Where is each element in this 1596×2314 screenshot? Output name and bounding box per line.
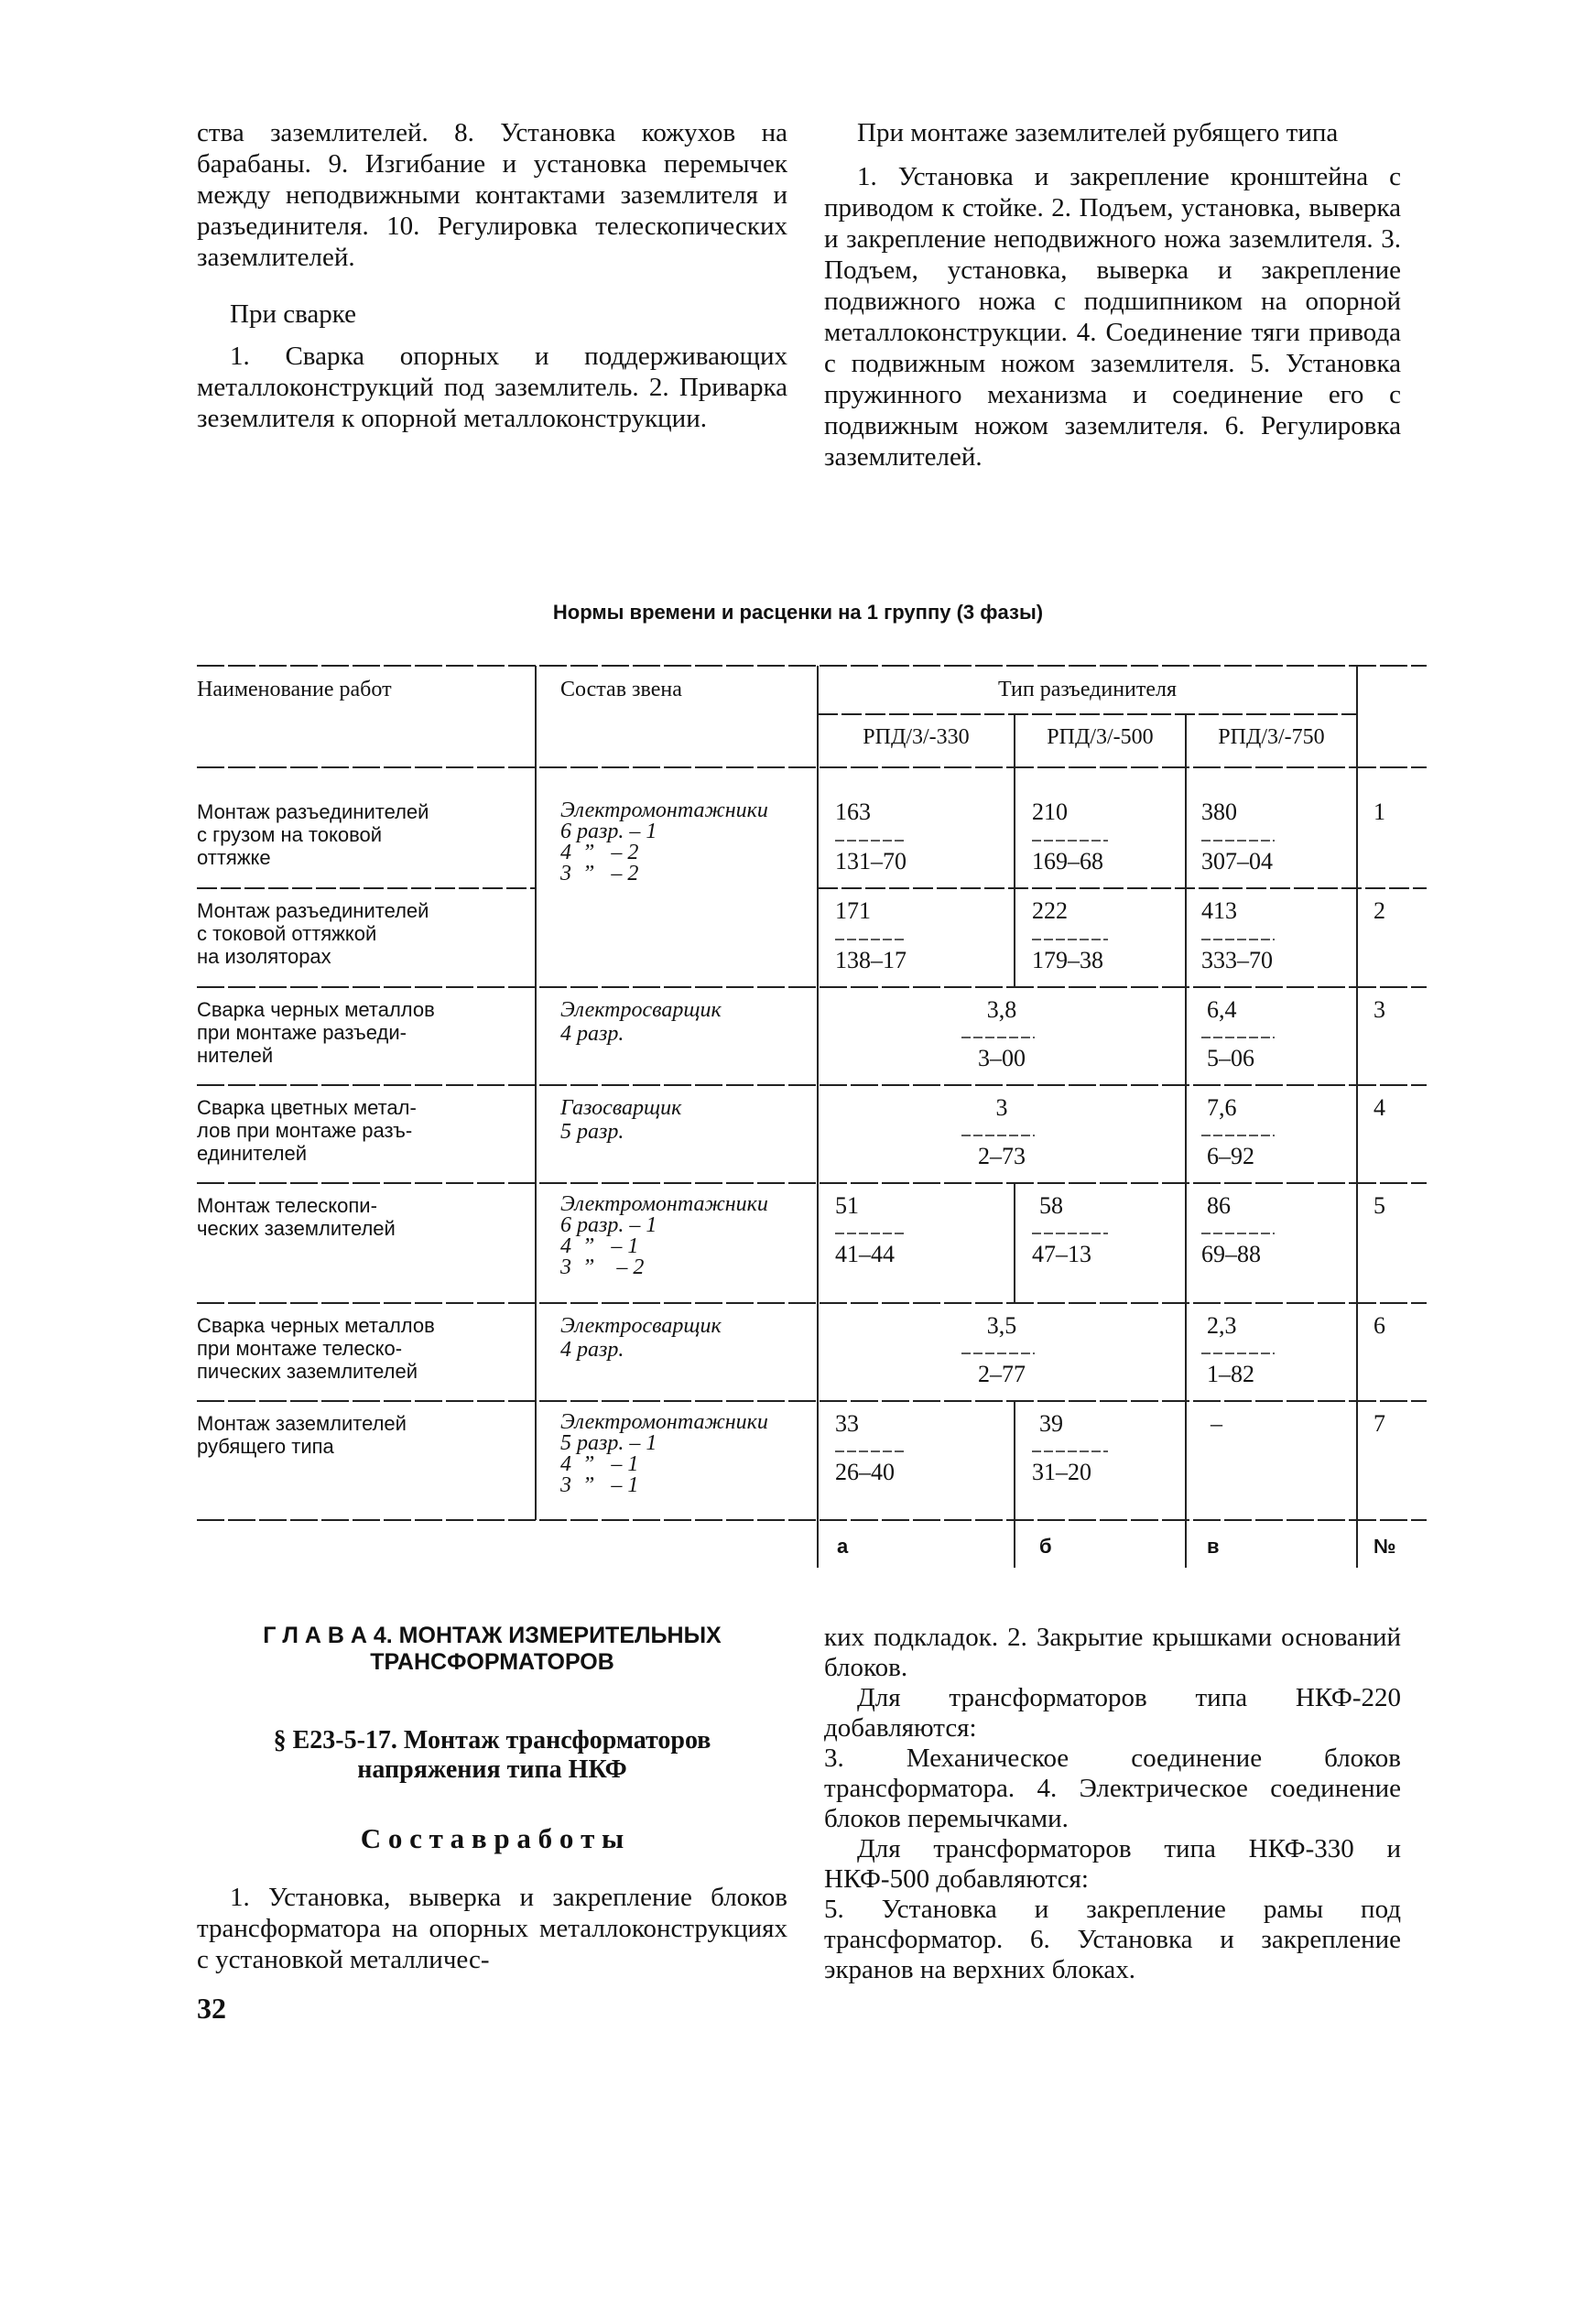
- row1-crew: Электромонтажники 6 разр. – 1 4 ” – 2 3 ” – 2: [560, 798, 768, 885]
- header-type-330: РПД/3/-330: [863, 725, 970, 749]
- row3-work-name: Сварка черных металлов при монтаже разъеди- нителей: [197, 998, 435, 1067]
- row7-number: 7: [1373, 1410, 1385, 1437]
- row3-crew: Электросварщик 4 разр.: [560, 998, 722, 1046]
- row6-crew: Электросварщик 4 разр.: [560, 1314, 722, 1362]
- row4-crew: Газосварщик 5 разр.: [560, 1096, 682, 1144]
- row4-work-name: Сварка цветных метал- лов при монтаже разъ- единителей: [197, 1096, 417, 1165]
- row7-b-rate: 31–20: [1032, 1459, 1091, 1485]
- row7-c-norm: –: [1211, 1410, 1222, 1437]
- row4-ab-norm: 3: [995, 1094, 1008, 1121]
- row7-a-rate: 26–40: [835, 1459, 895, 1485]
- row7-b-norm: 39: [1039, 1410, 1063, 1437]
- row3-ab-norm: 3,8: [986, 996, 1017, 1023]
- paragraph: 5. Установка и закрепление рамы под трансформатор. 6. Установка и закрепление экранов на верхних блоках.: [824, 1895, 1401, 1984]
- row2-work-name: Монтаж разъединителей с токовой оттяжкой на изоляторах: [197, 899, 429, 968]
- section-title: § Е23-5-17. Монтаж трансформаторов напряжения типа НКФ: [273, 1726, 711, 1784]
- row1-b-rate: 169–68: [1032, 848, 1103, 875]
- row1-a-rate: 131–70: [835, 848, 907, 875]
- row2-a-norm: 171: [835, 897, 871, 924]
- row5-work-name: Монтаж телескопи- ческих заземлителей: [197, 1194, 396, 1240]
- row4-ab-rate: 2–73: [978, 1143, 1026, 1169]
- composition-title: С о с т а в р а б о т ы: [360, 1822, 624, 1854]
- row2-a-rate: 138–17: [835, 947, 907, 973]
- row6-ab-rate: 2–77: [978, 1361, 1026, 1387]
- row7-work-name: Монтаж заземлителей рубящего типа: [197, 1412, 407, 1458]
- row1-work-name: Монтаж разъединителей с грузом на токовой оттяжке: [197, 800, 429, 869]
- page-number: 32: [197, 1992, 226, 2025]
- bottom-right-column: [824, 1623, 1401, 1985]
- header-work-name: Наименование работ: [197, 678, 392, 701]
- chapter-title: Г Л А В А 4. МОНТАЖ ИЗМЕРИТЕЛЬНЫХ ТРАНСФОРМАТОРОВ: [263, 1623, 722, 1675]
- row5-c-norm: 86: [1207, 1192, 1231, 1219]
- row5-number: 5: [1373, 1192, 1385, 1219]
- row5-a-rate: 41–44: [835, 1241, 895, 1267]
- row1-b-norm: 210: [1032, 798, 1068, 825]
- row6-c-rate: 1–82: [1207, 1361, 1254, 1387]
- footer-b: б: [1039, 1535, 1052, 1558]
- row2-b-norm: 222: [1032, 897, 1068, 924]
- footer-number: №: [1373, 1535, 1396, 1558]
- row2-b-rate: 179–38: [1032, 947, 1103, 973]
- row5-a-norm: 51: [835, 1192, 859, 1219]
- footer-a: а: [837, 1535, 849, 1558]
- paragraph: 3. Механическое соединение блоков трансформатора. 4. Электрическое соединение блоков перемычками.: [824, 1744, 1401, 1833]
- row1-c-rate: 307–04: [1201, 848, 1273, 875]
- header-type-750: РПД/3/-750: [1218, 725, 1325, 749]
- row3-c-norm: 6,4: [1207, 996, 1237, 1023]
- header-crew: Состав звена: [560, 678, 682, 701]
- row1-number: 1: [1373, 798, 1385, 825]
- header-type-group: Тип разъединителя: [997, 678, 1178, 701]
- paragraph: 1. Установка, выверка и закрепление блоков трансформатора на опорных металлоконструкциях с установкой металличес-: [197, 1883, 787, 1974]
- row3-ab-rate: 3–00: [978, 1045, 1026, 1071]
- row1-a-norm: 163: [835, 798, 871, 825]
- row6-number: 6: [1373, 1312, 1385, 1339]
- row2-number: 2: [1373, 897, 1385, 924]
- paragraph: Для трансформаторов типа НКФ-220 добавляются:: [824, 1683, 1401, 1743]
- row5-crew: Электромонтажники 6 разр. – 1 4 ” – 1 3 ” – 2: [560, 1192, 768, 1279]
- row2-c-rate: 333–70: [1201, 947, 1273, 973]
- row1-c-norm: 380: [1201, 798, 1237, 825]
- table-caption: Нормы времени и расценки на 1 группу (3 фазы): [552, 601, 1044, 624]
- row5-b-norm: 58: [1039, 1192, 1063, 1219]
- row2-c-norm: 413: [1201, 897, 1237, 924]
- bottom-left-column: [197, 1882, 787, 1975]
- row3-number: 3: [1373, 996, 1385, 1023]
- row6-work-name: Сварка черных металлов при монтаже телеско- пических заземлителей: [197, 1314, 435, 1383]
- paragraph: ких подкладок. 2. Закрытие крышками оснований блоков.: [824, 1623, 1401, 1682]
- subheading: При сварке: [230, 299, 357, 329]
- paragraph: 1. Установка и закрепление кронштейна с приводом к стойке. 2. Подъем, установка, выверка и закрепление неподвижного ножа заземлителя. 3. Подъем, установка, выверка и закрепление подвижного ножа с подшипником на опорной металлоконструкции. 4. Соединение тяги привода с подвижным ножом заземлителя. 5. Установка пружинного механизма и соединение его с подвижным ножом заземлителя. 6. Регулировка заземлителей.: [824, 162, 1401, 472]
- paragraph: Для трансформаторов типа НКФ-330 и НКФ-500 добавляются:: [824, 1834, 1401, 1894]
- row4-c-rate: 6–92: [1207, 1143, 1254, 1169]
- row5-b-rate: 47–13: [1032, 1241, 1091, 1267]
- row3-c-rate: 5–06: [1207, 1045, 1254, 1071]
- header-type-500: РПД/3/-500: [1047, 725, 1154, 749]
- row6-ab-norm: 3,5: [986, 1312, 1017, 1339]
- row4-c-norm: 7,6: [1207, 1094, 1237, 1121]
- footer-c: в: [1207, 1535, 1220, 1558]
- row4-number: 4: [1373, 1094, 1385, 1121]
- row7-crew: Электромонтажники 5 разр. – 1 4 ” – 1 3 ” – 1: [560, 1410, 768, 1497]
- row6-c-norm: 2,3: [1207, 1312, 1237, 1339]
- subheading: При монтаже заземлителей рубящего типа: [857, 118, 1339, 147]
- row5-c-rate: 69–88: [1201, 1241, 1261, 1267]
- row7-a-norm: 33: [835, 1410, 859, 1437]
- paragraph: ства заземлителей. 8. Установка кожухов на барабаны. 9. Изгибание и установка перемычек между неподвижными контактами заземлителя и разъединителя. 10. Регулировка телескопических заземлителей.: [197, 118, 787, 272]
- paragraph: 1. Сварка опорных и поддерживающих металлоконструкций под заземлитель. 2. Приварка зеземлителя к опорной металлоконструкции.: [197, 342, 787, 433]
